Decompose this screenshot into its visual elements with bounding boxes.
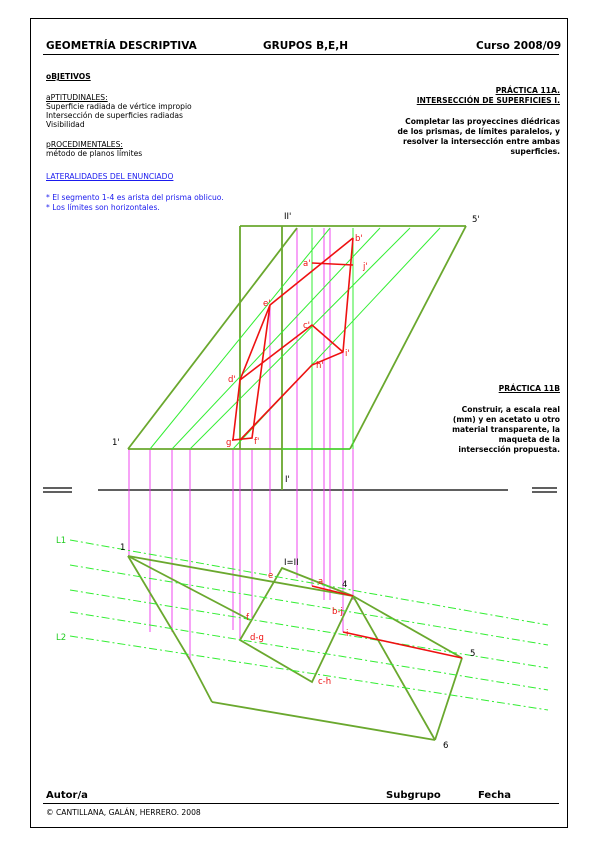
svg-text:d': d' bbox=[228, 375, 236, 385]
label-1: 1 bbox=[120, 543, 126, 553]
svg-text:a': a' bbox=[303, 259, 311, 269]
svg-text:L2: L2 bbox=[56, 633, 67, 643]
svg-text:e': e' bbox=[263, 299, 271, 309]
objectives-title: oBJETIVOS bbox=[46, 72, 91, 81]
practice-a-title: PRÁCTICA 11A. bbox=[495, 86, 560, 95]
svg-text:e: e bbox=[268, 571, 274, 581]
label-5: 5 bbox=[470, 649, 476, 659]
groups-label: GRUPOS B,E,H bbox=[263, 40, 349, 52]
svg-text:b-j: b-j bbox=[332, 607, 343, 617]
label-I-II: I=II bbox=[284, 558, 299, 568]
elevation-intersection bbox=[233, 238, 353, 440]
practice-b-text: Construir, a escala real bbox=[461, 405, 560, 414]
svg-text:h': h' bbox=[316, 361, 324, 371]
attitudinal-item: Intersección de superficies radiadas bbox=[46, 111, 183, 120]
label-6: 6 bbox=[443, 741, 449, 751]
practice-a-text: de los prismas, de límites paralelos, y bbox=[397, 127, 560, 136]
svg-text:f: f bbox=[246, 613, 249, 623]
limit-labels bbox=[56, 536, 66, 643]
svg-text:d-g: d-g bbox=[250, 633, 264, 643]
label-4: 4 bbox=[342, 580, 348, 590]
svg-text:b': b' bbox=[355, 234, 363, 244]
attitudinal-title: aPTITUDINALES: bbox=[46, 93, 108, 102]
author-label: Autor/a bbox=[46, 790, 88, 801]
attitudinal-item: Superficie radiada de vértice impropio bbox=[46, 102, 192, 111]
practice-b-text: intersección propuesta. bbox=[458, 445, 560, 454]
svg-text:i: i bbox=[346, 629, 349, 639]
svg-text:c': c' bbox=[303, 321, 311, 331]
practice-b-text: maqueta de la bbox=[498, 435, 560, 444]
laterality-note: * El segmento 1-4 es arista del prisma oblicuo. bbox=[46, 193, 224, 202]
svg-text:g': g' bbox=[226, 438, 234, 448]
year-label: Curso 2008/09 bbox=[476, 40, 562, 52]
ground-line bbox=[43, 488, 557, 492]
laterality-note: * Los límites son horizontales. bbox=[46, 203, 160, 212]
svg-text:a: a bbox=[318, 577, 324, 587]
plan-prism bbox=[128, 556, 462, 740]
practice-a-text: resolver la intersección entre ambas bbox=[402, 137, 560, 146]
plan-limit-lines bbox=[70, 540, 548, 710]
date-label: Fecha bbox=[478, 790, 512, 801]
label-1-prime: 1' bbox=[112, 438, 120, 448]
svg-text:i': i' bbox=[345, 349, 350, 359]
svg-text:L1: L1 bbox=[56, 536, 67, 546]
subgroup-label: Subgrupo bbox=[386, 790, 441, 801]
course-title: GEOMETRÍA DESCRIPTIVA bbox=[46, 40, 197, 52]
label-I-prime: I' bbox=[285, 475, 290, 485]
practice-b-text: (mm) y en acetato u otro bbox=[452, 415, 560, 424]
procedural-title: pROCEDIMENTALES: bbox=[46, 140, 123, 149]
practice-b-title: PRÁCTICA 11B bbox=[498, 384, 560, 393]
practice-b-text: material transparente, la bbox=[452, 425, 560, 434]
practice-a-text: superficies. bbox=[510, 147, 560, 156]
svg-text:c-h: c-h bbox=[318, 677, 332, 687]
footer-rule bbox=[43, 803, 559, 804]
attitudinal-item: Visibilidad bbox=[46, 120, 85, 129]
svg-text:f': f' bbox=[254, 437, 260, 447]
label-II-prime: II' bbox=[284, 212, 292, 222]
label-5-prime: 5' bbox=[472, 215, 480, 225]
laterality-link[interactable]: LATERALIDADES DEL ENUNCIADO bbox=[46, 172, 174, 181]
practice-a-text: Completar las proyeccines diédricas bbox=[405, 117, 560, 126]
copyright: © CANTILLANA, GALÁN, HERRERO. 2008 bbox=[46, 808, 201, 817]
procedural-item: método de planos límites bbox=[46, 149, 143, 158]
svg-text:j': j' bbox=[363, 262, 368, 272]
practice-a-subtitle: INTERSECCIÓN DE SUPERFICIES I. bbox=[416, 96, 560, 105]
